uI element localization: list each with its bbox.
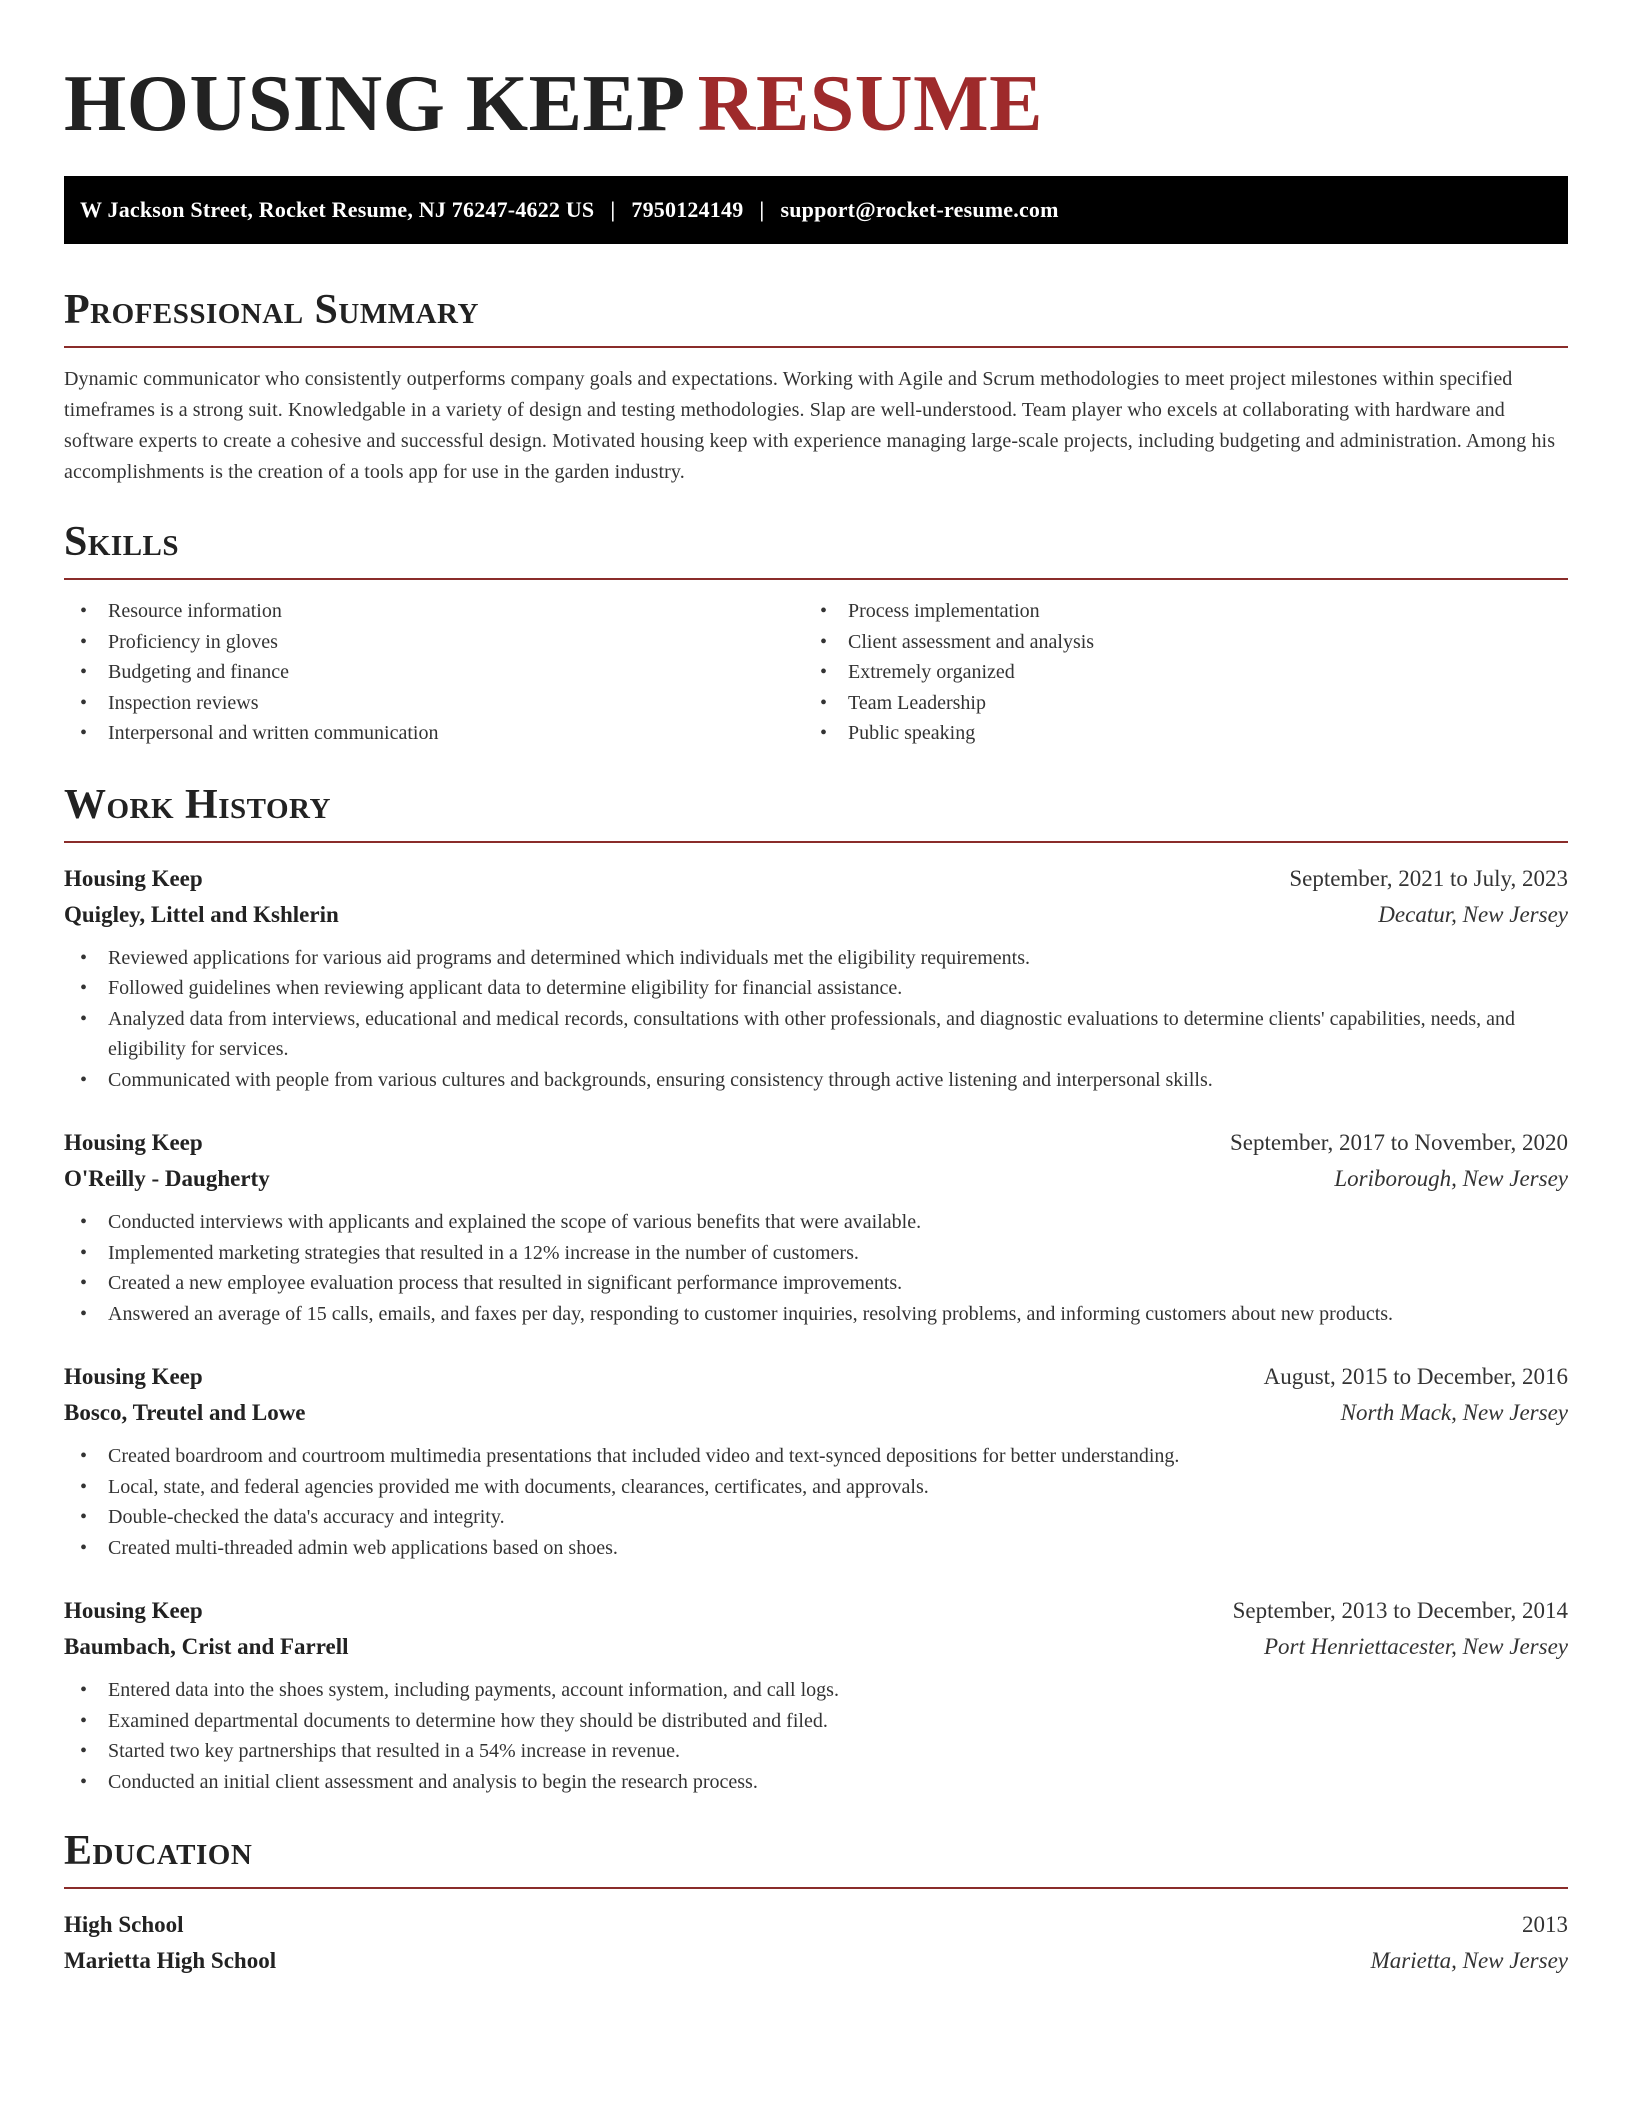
job-dates: September, 2013 to December, 2014 [1232, 1598, 1568, 1623]
name-first: HOUSING KEEP [64, 60, 686, 148]
job-bullet: • Double-checked the data's accuracy and integrity. [64, 1502, 1568, 1533]
skill-item: • Team Leadership [804, 688, 1544, 719]
job-bullet: • Examined departmental documents to determine how they should be distributed and filed. [64, 1706, 1568, 1737]
education-school: Marietta High School [64, 1948, 277, 1973]
section-divider [64, 841, 1568, 843]
skill-item: • Client assessment and analysis [804, 627, 1544, 658]
section-title-education: Education [64, 1828, 253, 1874]
job-role: Housing Keep [64, 1598, 203, 1623]
job-bullet: • Conducted an initial client assessment and analysis to begin the research process. [64, 1767, 1568, 1798]
education-entry [64, 1907, 1568, 1979]
summary-text: Dynamic communicator who consistently outperforms company goals and expectations. Working with Agile and Scrum methodologies to meet project milestones within specified timeframes is a strong suit. Knowledgable in a variety of design and testing methodologies. Slap are well-understood. Team player who excels at collaborating with hardware and software experts to create a cohesive and successful design. Motivated housing keep with experience managing large-scale projects, including budgeting and administration. Among his accomplishments is the creation of a tools app for use in the garden industry. [64, 368, 1556, 483]
skill-item: • Inspection reviews [64, 688, 804, 719]
job-bullet: • Local, state, and federal agencies provided me with documents, clearances, certificates, and approvals. [64, 1472, 1568, 1503]
job-company: Bosco, Treutel and Lowe [64, 1400, 306, 1425]
education-degree: High School [64, 1912, 184, 1937]
job-location: Port Henriettacester, New Jersey [1263, 1634, 1568, 1659]
skill-item: • Budgeting and finance [64, 657, 804, 688]
job-bullets [64, 1675, 1568, 1797]
job-location: Loriborough, New Jersey [1334, 1166, 1568, 1191]
job-bullet: • Created a new employee evaluation process that resulted in significant performance improvements. [64, 1268, 1568, 1299]
skills-list-left [64, 596, 804, 749]
job-dates: September, 2021 to July, 2023 [1289, 865, 1568, 891]
job-entry [64, 861, 1568, 1096]
job-dates: September, 2017 to November, 2020 [1230, 1130, 1568, 1155]
contact-bar [64, 176, 1568, 244]
education-section [64, 1825, 1568, 1979]
job-role: Housing Keep [64, 1130, 203, 1155]
job-header [64, 1359, 1568, 1395]
section-title-summary: Professional Summary [64, 287, 479, 333]
job-header [64, 1593, 1568, 1629]
job-header [64, 861, 1568, 897]
job-bullets [64, 943, 1568, 1096]
summary-section [64, 284, 1568, 488]
job-company: Quigley, Littel and Kshlerin [64, 901, 339, 927]
job-role: Housing Keep [64, 1364, 203, 1389]
skills-columns [64, 596, 1568, 749]
skill-item: • Resource information [64, 596, 804, 627]
job-bullet: • Created boardroom and courtroom multimedia presentations that included video and text-synced depositions for better understanding. [64, 1441, 1568, 1472]
contact-separator: | [759, 197, 765, 222]
skills-section [64, 516, 1568, 749]
job-subheader [64, 1161, 1568, 1197]
job-entry [64, 1125, 1568, 1329]
job-bullet: • Followed guidelines when reviewing applicant data to determine eligibility for financial assistance. [64, 973, 1568, 1004]
job-subheader [64, 1395, 1568, 1431]
section-divider [64, 346, 1568, 348]
job-bullet: • Communicated with people from various cultures and backgrounds, ensuring consistency through active listening and interpersonal skills. [64, 1065, 1568, 1096]
job-location: Decatur, New Jersey [1378, 901, 1568, 927]
contact-address: W Jackson Street, Rocket Resume, NJ 76247-4622 US [80, 197, 595, 222]
job-bullet: • Started two key partnerships that resulted in a 54% increase in revenue. [64, 1736, 1568, 1767]
skill-item: • Interpersonal and written communication [64, 718, 804, 749]
section-title-skills: Skills [64, 519, 180, 565]
job-subheader [64, 897, 1568, 933]
skill-item: • Process implementation [804, 596, 1544, 627]
job-bullets [64, 1441, 1568, 1563]
job-dates: August, 2015 to December, 2016 [1263, 1364, 1568, 1389]
job-bullet: • Implemented marketing strategies that resulted in a 12% increase in the number of customers. [64, 1238, 1568, 1269]
resume-page [64, 60, 1568, 1979]
education-year: 2013 [1522, 1912, 1568, 1937]
resume-name [64, 60, 1568, 148]
education-header [64, 1907, 1568, 1943]
job-company: O'Reilly - Daugherty [64, 1166, 270, 1191]
education-location: Marietta, New Jersey [1370, 1948, 1568, 1973]
skill-item: • Proficiency in gloves [64, 627, 804, 658]
job-bullet: • Conducted interviews with applicants and explained the scope of various benefits that were available. [64, 1207, 1568, 1238]
job-bullet: • Analyzed data from interviews, educational and medical records, consultations with other professionals, and diagnostic evaluations to determine clients' capabilities, needs, and eligibility for services. [64, 1004, 1568, 1065]
education-subheader [64, 1943, 1568, 1979]
section-title-work: Work History [64, 781, 331, 828]
contact-phone: 7950124149 [631, 197, 744, 222]
job-bullet: • Created multi-threaded admin web applications based on shoes. [64, 1533, 1568, 1564]
section-divider [64, 578, 1568, 580]
contact-separator: | [610, 197, 616, 222]
contact-email: support@rocket-resume.com [780, 197, 1059, 222]
job-location: North Mack, New Jersey [1340, 1400, 1568, 1425]
job-role: Housing Keep [64, 865, 203, 891]
work-section [64, 779, 1568, 1798]
job-bullets [64, 1207, 1568, 1329]
job-bullet: • Reviewed applications for various aid programs and determined which individuals met the eligibility requirements. [64, 943, 1568, 974]
job-bullet: • Entered data into the shoes system, including payments, account information, and call logs. [64, 1675, 1568, 1706]
skill-item: • Extremely organized [804, 657, 1544, 688]
skills-list-right [804, 596, 1544, 749]
job-company: Baumbach, Crist and Farrell [64, 1634, 349, 1659]
job-entry [64, 1359, 1568, 1563]
job-entry [64, 1593, 1568, 1797]
job-header [64, 1125, 1568, 1161]
skill-item: • Public speaking [804, 718, 1544, 749]
job-subheader [64, 1629, 1568, 1665]
job-bullet: • Answered an average of 15 calls, emails, and faxes per day, responding to customer inquiries, resolving problems, and informing customers about new products. [64, 1299, 1568, 1330]
name-last: RESUME [697, 60, 1043, 148]
section-divider [64, 1887, 1568, 1889]
